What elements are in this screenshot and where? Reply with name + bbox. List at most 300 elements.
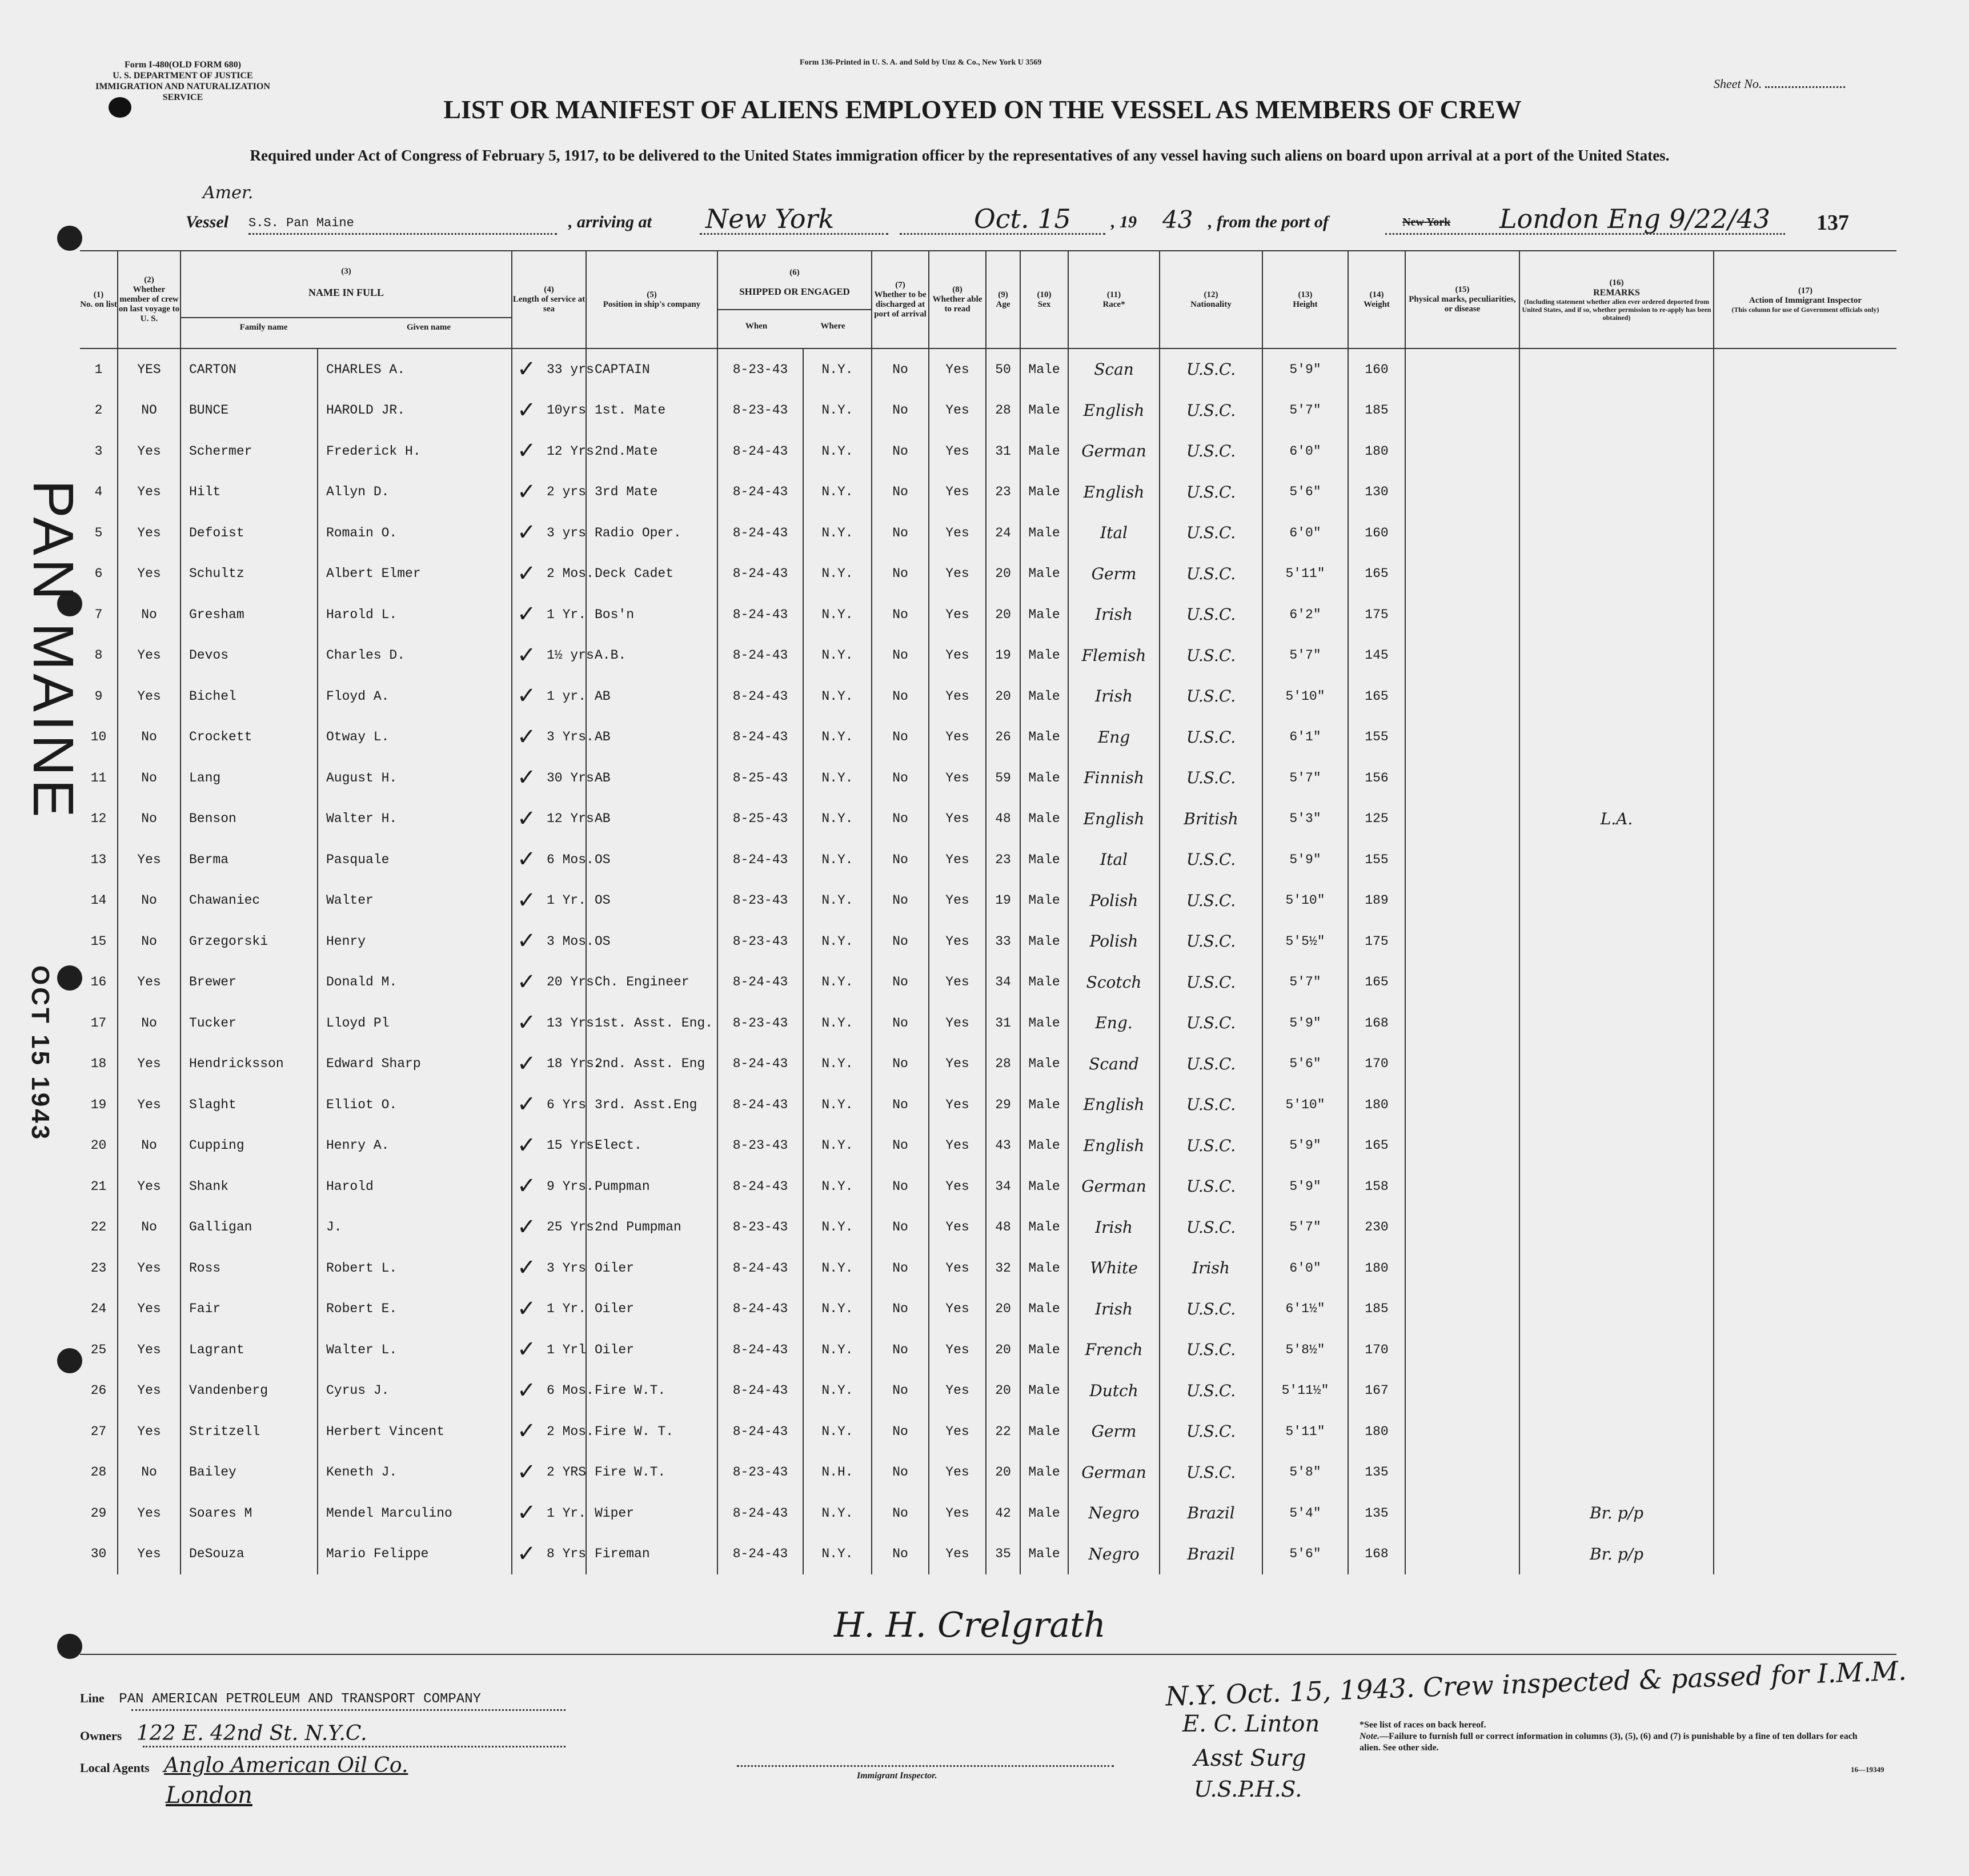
table-row <box>80 512 1896 554</box>
note-label: Note. <box>1360 1731 1380 1741</box>
remarks-cell <box>1519 880 1714 921</box>
length-of-service-cell: 33 yrs ✓ <box>512 348 586 390</box>
age-cell: 59 <box>986 757 1020 799</box>
able-to-read-cell: Yes <box>929 717 986 758</box>
shipped-where-cell: N.Y. <box>803 1289 872 1330</box>
given-name-cell: Otway L. <box>318 717 512 758</box>
table-row <box>80 431 1896 472</box>
table-row <box>80 554 1896 595</box>
checkmark-icon: ✓ <box>517 356 536 382</box>
shipped-when-cell: 8-23-43 <box>717 1003 803 1044</box>
weight-cell: 155 <box>1348 717 1405 758</box>
remarks-cell <box>1519 717 1714 758</box>
row-number-cell: 7 <box>80 594 118 635</box>
nationality-cell: Brazil <box>1160 1534 1262 1575</box>
length-of-service-cell: 6 Mos. ✓ <box>512 839 586 880</box>
row-number-cell: 2 <box>80 390 118 431</box>
punch-hole <box>57 965 82 991</box>
sex-cell: Male <box>1020 1329 1068 1370</box>
position-cell: CAPTAIN <box>586 348 717 390</box>
height-cell: 5'9" <box>1262 348 1348 390</box>
family-name-cell: Tucker <box>181 1003 318 1044</box>
race-cell: English <box>1068 1084 1160 1125</box>
shipped-where-cell: N.Y. <box>803 1493 872 1534</box>
given-name-cell: Albert Elmer <box>318 554 512 595</box>
age-cell: 28 <box>986 1044 1020 1085</box>
sex-cell: Male <box>1020 431 1068 472</box>
race-cell: White <box>1068 1248 1160 1289</box>
able-to-read-cell: Yes <box>929 799 986 840</box>
length-of-service-cell: 15 Yrs. ✓ <box>512 1125 586 1167</box>
inspector-action-cell <box>1714 921 1896 962</box>
weight-cell: 168 <box>1348 1534 1405 1575</box>
given-name-cell: Harold <box>318 1166 512 1207</box>
row-number-cell: 30 <box>80 1534 118 1575</box>
height-cell: 5'6" <box>1262 1534 1348 1575</box>
nationality-cell: U.S.C. <box>1160 1003 1262 1044</box>
physical-marks-cell <box>1405 921 1519 962</box>
col-header-15: (15) Physical marks, peculiarities, or disease <box>1405 251 1519 348</box>
race-cell: Irish <box>1068 1289 1160 1330</box>
race-cell: English <box>1068 472 1160 513</box>
sex-cell: Male <box>1020 1125 1068 1167</box>
inspector-action-cell <box>1714 635 1896 676</box>
shipped-where-cell: N.Y. <box>803 348 872 390</box>
nationality-cell: U.S.C. <box>1160 839 1262 880</box>
inspector-action-cell <box>1714 554 1896 595</box>
last-voyage-cell: No <box>118 1125 181 1167</box>
page-title: LIST OR MANIFEST OF ALIENS EMPLOYED ON THE VESSEL AS MEMBERS OF CREW <box>443 95 1522 124</box>
last-voyage-cell: No <box>118 1003 181 1044</box>
nationality-cell: U.S.C. <box>1160 921 1262 962</box>
last-voyage-cell: Yes <box>118 1084 181 1125</box>
inspector-label: Immigrant Inspector. <box>857 1771 937 1781</box>
nationality-cell: U.S.C. <box>1160 1166 1262 1207</box>
sex-cell: Male <box>1020 1084 1068 1125</box>
nationality-cell: U.S.C. <box>1160 717 1262 758</box>
to-be-discharged-cell: No <box>872 348 929 390</box>
remarks-cell <box>1519 1452 1714 1493</box>
row-number-cell: 17 <box>80 1003 118 1044</box>
nationality-cell: U.S.C. <box>1160 880 1262 921</box>
position-cell: 1st. Mate <box>586 390 717 431</box>
arrival-date: Oct. 15 <box>974 203 1071 234</box>
sex-cell: Male <box>1020 799 1068 840</box>
sex-cell: Male <box>1020 921 1068 962</box>
family-name-cell: Shank <box>181 1166 318 1207</box>
last-voyage-cell: No <box>118 799 181 840</box>
shipped-where-cell: N.Y. <box>803 880 872 921</box>
shipped-when-cell: 8-23-43 <box>717 1207 803 1248</box>
year-prefix: , 19 <box>1111 213 1137 231</box>
inspector-action-cell <box>1714 1044 1896 1085</box>
length-of-service-cell: 1 yr. ✓ <box>512 676 586 717</box>
sex-cell: Male <box>1020 717 1068 758</box>
physical-marks-cell <box>1405 799 1519 840</box>
col-header-2: (2) Whether member of crew on last voyage to U. S. <box>118 251 181 348</box>
table-row <box>80 1534 1896 1575</box>
race-cell: Eng. <box>1068 1003 1160 1044</box>
family-name-cell: Lang <box>181 757 318 799</box>
remarks-cell <box>1519 1125 1714 1167</box>
height-cell: 5'8" <box>1262 1452 1348 1493</box>
row-number-cell: 13 <box>80 839 118 880</box>
age-cell: 22 <box>986 1411 1020 1452</box>
remarks-cell <box>1519 1044 1714 1085</box>
height-cell: 5'7" <box>1262 757 1348 799</box>
given-name-cell: CHARLES A. <box>318 348 512 390</box>
agents-label: Local Agents <box>80 1761 150 1775</box>
last-voyage-cell: Yes <box>118 512 181 554</box>
nationality-cell: U.S.C. <box>1160 594 1262 635</box>
sheet-number <box>1714 77 1845 91</box>
to-be-discharged-cell: No <box>872 1493 929 1534</box>
shipped-where-cell: N.Y. <box>803 635 872 676</box>
position-cell: Oiler <box>586 1329 717 1370</box>
nationality-cell: Brazil <box>1160 1493 1262 1534</box>
family-name-cell: Hilt <box>181 472 318 513</box>
shipped-when-cell: 8-24-43 <box>717 1248 803 1289</box>
given-name-cell: Mario Felippe <box>318 1534 512 1575</box>
shipped-when-cell: 8-23-43 <box>717 880 803 921</box>
weight-cell: 185 <box>1348 390 1405 431</box>
col-header-5: (5) Position in ship's company <box>586 251 717 348</box>
given-name-cell: Harold L. <box>318 594 512 635</box>
physical-marks-cell <box>1405 348 1519 390</box>
last-voyage-cell: Yes <box>118 1411 181 1452</box>
weight-cell: 145 <box>1348 635 1405 676</box>
position-cell: OS <box>586 839 717 880</box>
position-cell: Oiler <box>586 1289 717 1330</box>
remarks-cell <box>1519 839 1714 880</box>
race-cell: Dutch <box>1068 1370 1160 1412</box>
to-be-discharged-cell: No <box>872 676 929 717</box>
position-cell: Fireman <box>586 1534 717 1575</box>
inspector-action-cell <box>1714 1534 1896 1575</box>
inspector-action-cell <box>1714 717 1896 758</box>
family-name-cell: Devos <box>181 635 318 676</box>
nationality-cell: U.S.C. <box>1160 962 1262 1003</box>
weight-cell: 168 <box>1348 1003 1405 1044</box>
race-cell: German <box>1068 1166 1160 1207</box>
nationality-cell: British <box>1160 799 1262 840</box>
last-voyage-cell: Yes <box>118 1534 181 1575</box>
inspector-service: U.S.P.H.S. <box>1194 1777 1302 1802</box>
sex-cell: Male <box>1020 554 1068 595</box>
length-of-service-cell: 2 Mos. ✓ <box>512 554 586 595</box>
row-number-cell: 21 <box>80 1166 118 1207</box>
race-cell: Germ <box>1068 1411 1160 1452</box>
checkmark-icon: ✓ <box>517 1295 536 1322</box>
family-name-cell: DeSouza <box>181 1534 318 1575</box>
last-voyage-cell: NO <box>118 390 181 431</box>
position-cell: Oiler <box>586 1248 717 1289</box>
shipped-when-cell: 8-24-43 <box>717 717 803 758</box>
shipped-when-cell: 8-23-43 <box>717 1125 803 1167</box>
physical-marks-cell <box>1405 512 1519 554</box>
race-cell: English <box>1068 799 1160 840</box>
given-name-header: Given name <box>406 323 451 332</box>
col-header-4: (4) Length of service at sea <box>512 251 586 348</box>
age-cell: 24 <box>986 512 1020 554</box>
length-of-service-cell: 10yrs ✓ <box>512 390 586 431</box>
nationality-cell: U.S.C. <box>1160 554 1262 595</box>
col-header-16: (16) REMARKS (Including statement whether alien ever ordered deported from United States, and if so, whether permission to re-apply has been obtained) <box>1519 251 1714 348</box>
age-cell: 34 <box>986 962 1020 1003</box>
race-cell: Polish <box>1068 880 1160 921</box>
sex-cell: Male <box>1020 1370 1068 1412</box>
shipped-where-cell: N.Y. <box>803 1370 872 1412</box>
inspector-action-cell <box>1714 1411 1896 1452</box>
to-be-discharged-cell: No <box>872 1003 929 1044</box>
to-be-discharged-cell: No <box>872 1044 929 1085</box>
remarks-cell <box>1519 757 1714 799</box>
length-of-service-cell: 13 Yrs ✓ <box>512 1003 586 1044</box>
given-name-cell: Robert L. <box>318 1248 512 1289</box>
age-cell: 20 <box>986 1370 1020 1412</box>
shipped-where-cell: N.Y. <box>803 1248 872 1289</box>
length-of-service-cell: 3 Mos. ✓ <box>512 921 586 962</box>
sex-cell: Male <box>1020 1166 1068 1207</box>
able-to-read-cell: Yes <box>929 1044 986 1085</box>
last-voyage-cell: Yes <box>118 1044 181 1085</box>
physical-marks-cell <box>1405 676 1519 717</box>
vessel-name: S.S. Pan Maine <box>248 216 354 230</box>
able-to-read-cell: Yes <box>929 1289 986 1330</box>
shipped-when-cell: 8-24-43 <box>717 1166 803 1207</box>
table-row <box>80 1493 1896 1534</box>
able-to-read-cell: Yes <box>929 1370 986 1412</box>
remarks-cell <box>1519 962 1714 1003</box>
punch-hole <box>57 226 82 251</box>
family-name-cell: Stritzell <box>181 1411 318 1452</box>
where-header: Where <box>820 322 845 331</box>
checkmark-icon: ✓ <box>517 1500 536 1526</box>
sex-cell: Male <box>1020 1248 1068 1289</box>
col-header-14: (14) Weight <box>1348 251 1405 348</box>
position-cell: Ch. Engineer <box>586 962 717 1003</box>
shipped-where-cell: N.Y. <box>803 839 872 880</box>
able-to-read-cell: Yes <box>929 1452 986 1493</box>
weight-cell: 230 <box>1348 1207 1405 1248</box>
height-cell: 5'9" <box>1262 1125 1348 1167</box>
col-header-17: (17) Action of Immigrant Inspector (This column for use of Government officials only) <box>1714 251 1896 348</box>
inspector-action-cell <box>1714 1084 1896 1125</box>
nationality-cell: U.S.C. <box>1160 1084 1262 1125</box>
physical-marks-cell <box>1405 1166 1519 1207</box>
inspector-action-cell <box>1714 1329 1896 1370</box>
agents-value: Anglo American Oil Co. <box>164 1754 408 1777</box>
sex-cell: Male <box>1020 594 1068 635</box>
sex-cell: Male <box>1020 635 1068 676</box>
sex-cell: Male <box>1020 348 1068 390</box>
inspector-action-cell <box>1714 880 1896 921</box>
remarks-cell <box>1519 1084 1714 1125</box>
age-cell: 20 <box>986 554 1020 595</box>
age-cell: 32 <box>986 1248 1020 1289</box>
checkmark-icon: ✓ <box>517 1091 536 1117</box>
race-cell: English <box>1068 1125 1160 1167</box>
vessel-label: Vessel <box>186 213 228 231</box>
weight-cell: 155 <box>1348 839 1405 880</box>
checkmark-icon: ✓ <box>517 1458 536 1485</box>
able-to-read-cell: Yes <box>929 839 986 880</box>
able-to-read-cell: Yes <box>929 390 986 431</box>
last-voyage-cell: No <box>118 1207 181 1248</box>
vessel-nationality-note: Amer. <box>203 183 254 203</box>
family-name-cell: Cupping <box>181 1125 318 1167</box>
height-cell: 5'11" <box>1262 1411 1348 1452</box>
family-name-cell: Benson <box>181 799 318 840</box>
inspector-action-cell <box>1714 799 1896 840</box>
checkmark-icon: ✓ <box>517 478 536 505</box>
position-cell: Fire W. T. <box>586 1411 717 1452</box>
table-row <box>80 921 1896 962</box>
table-row <box>80 1166 1896 1207</box>
inspector-action-cell <box>1714 1289 1896 1330</box>
col-header-11: (11) Race* <box>1068 251 1160 348</box>
position-cell: 2nd. Asst. Eng <box>586 1044 717 1085</box>
length-of-service-cell: 20 Yrs ✓ <box>512 962 586 1003</box>
shipped-when-cell: 8-25-43 <box>717 757 803 799</box>
remarks-cell <box>1519 921 1714 962</box>
inspector-action-cell <box>1714 472 1896 513</box>
table-row <box>80 676 1896 717</box>
given-name-cell: Allyn D. <box>318 472 512 513</box>
weight-cell: 156 <box>1348 757 1405 799</box>
length-of-service-cell: 1 Yr. ✓ <box>512 594 586 635</box>
nationality-cell: U.S.C. <box>1160 1125 1262 1167</box>
race-cell: Ital <box>1068 839 1160 880</box>
age-cell: 19 <box>986 635 1020 676</box>
line-value: PAN AMERICAN PETROLEUM AND TRANSPORT COMPANY <box>119 1691 481 1707</box>
family-name-cell: Lagrant <box>181 1329 318 1370</box>
master-signature: H. H. Crelgrath <box>834 1605 1106 1645</box>
height-cell: 5'9" <box>1262 839 1348 880</box>
checkmark-icon: ✓ <box>517 1377 536 1404</box>
able-to-read-cell: Yes <box>929 1207 986 1248</box>
checkmark-icon: ✓ <box>517 887 536 913</box>
position-cell: Radio Oper. <box>586 512 717 554</box>
physical-marks-cell <box>1405 1248 1519 1289</box>
race-cell: Ital <box>1068 512 1160 554</box>
remarks-cell <box>1519 348 1714 390</box>
shipped-where-cell: N.Y. <box>803 512 872 554</box>
sex-cell: Male <box>1020 1003 1068 1044</box>
to-be-discharged-cell: No <box>872 1411 929 1452</box>
row-number-cell: 9 <box>80 676 118 717</box>
age-cell: 48 <box>986 799 1020 840</box>
height-cell: 6'1" <box>1262 717 1348 758</box>
family-name-cell: Crockett <box>181 717 318 758</box>
from-port: London Eng 9/22/43 <box>1499 203 1770 234</box>
vessel-name-stamp: PAN MAINE <box>21 480 85 821</box>
age-cell: 29 <box>986 1084 1020 1125</box>
last-voyage-cell: Yes <box>118 676 181 717</box>
to-be-discharged-cell: No <box>872 594 929 635</box>
arrival-year: 43 <box>1162 206 1193 234</box>
weight-cell: 165 <box>1348 962 1405 1003</box>
shipped-when-cell: 8-23-43 <box>717 1452 803 1493</box>
to-be-discharged-cell: No <box>872 880 929 921</box>
checkmark-icon: ✓ <box>517 764 536 791</box>
to-be-discharged-cell: No <box>872 1329 929 1370</box>
checkmark-icon: ✓ <box>517 1132 536 1159</box>
last-voyage-cell: Yes <box>118 431 181 472</box>
to-be-discharged-cell: No <box>872 757 929 799</box>
table-row <box>80 1003 1896 1044</box>
position-cell: A.B. <box>586 635 717 676</box>
checkmark-icon: ✓ <box>517 1050 536 1077</box>
table-row <box>80 1452 1896 1493</box>
table-row <box>80 1125 1896 1167</box>
weight-cell: 175 <box>1348 594 1405 635</box>
able-to-read-cell: Yes <box>929 880 986 921</box>
length-of-service-cell: 12 Yrs ✓ <box>512 799 586 840</box>
to-be-discharged-cell: No <box>872 1207 929 1248</box>
col-header-12: (12) Nationality <box>1160 251 1262 348</box>
checkmark-icon: ✓ <box>517 1336 536 1362</box>
checkmark-icon: ✓ <box>517 519 536 546</box>
able-to-read-cell: Yes <box>929 1166 986 1207</box>
owners-value: 122 E. 42nd St. N.Y.C. <box>136 1722 367 1745</box>
checkmark-icon: ✓ <box>517 683 536 709</box>
race-cell: English <box>1068 390 1160 431</box>
able-to-read-cell: Yes <box>929 431 986 472</box>
weight-cell: 165 <box>1348 1125 1405 1167</box>
last-voyage-cell: Yes <box>118 839 181 880</box>
shipped-when-cell: 8-24-43 <box>717 594 803 635</box>
age-cell: 48 <box>986 1207 1020 1248</box>
inspector-action-cell <box>1714 512 1896 554</box>
checkmark-icon: ✓ <box>517 805 536 832</box>
given-name-cell: Cyrus J. <box>318 1370 512 1412</box>
age-cell: 19 <box>986 880 1020 921</box>
row-number-cell: 10 <box>80 717 118 758</box>
position-cell: Elect. <box>586 1125 717 1167</box>
height-cell: 5'11" <box>1262 554 1348 595</box>
shipped-where-cell: N.Y. <box>803 554 872 595</box>
weight-cell: 180 <box>1348 431 1405 472</box>
position-cell: 2nd Pumpman <box>586 1207 717 1248</box>
line-label: Line <box>80 1691 105 1705</box>
weight-cell: 180 <box>1348 1411 1405 1452</box>
given-name-cell: Lloyd Pl <box>318 1003 512 1044</box>
table-row <box>80 1329 1896 1370</box>
able-to-read-cell: Yes <box>929 1493 986 1534</box>
last-voyage-cell: Yes <box>118 1289 181 1330</box>
position-cell: AB <box>586 799 717 840</box>
height-cell: 5'10" <box>1262 676 1348 717</box>
weight-cell: 160 <box>1348 348 1405 390</box>
row-number-cell: 29 <box>80 1493 118 1534</box>
sex-cell: Male <box>1020 1411 1068 1452</box>
inspector-action-cell <box>1714 431 1896 472</box>
checkmark-icon: ✓ <box>517 928 536 954</box>
shipped-where-cell: N.Y. <box>803 594 872 635</box>
height-cell: 5'7" <box>1262 1207 1348 1248</box>
given-name-cell: Robert E. <box>318 1289 512 1330</box>
able-to-read-cell: Yes <box>929 1411 986 1452</box>
physical-marks-cell <box>1405 839 1519 880</box>
sex-cell: Male <box>1020 880 1068 921</box>
physical-marks-cell <box>1405 1125 1519 1167</box>
sex-cell: Male <box>1020 1044 1068 1085</box>
height-cell: 5'6" <box>1262 472 1348 513</box>
row-number-cell: 26 <box>80 1370 118 1412</box>
physical-marks-cell <box>1405 1452 1519 1493</box>
family-name-cell: Fair <box>181 1289 318 1330</box>
